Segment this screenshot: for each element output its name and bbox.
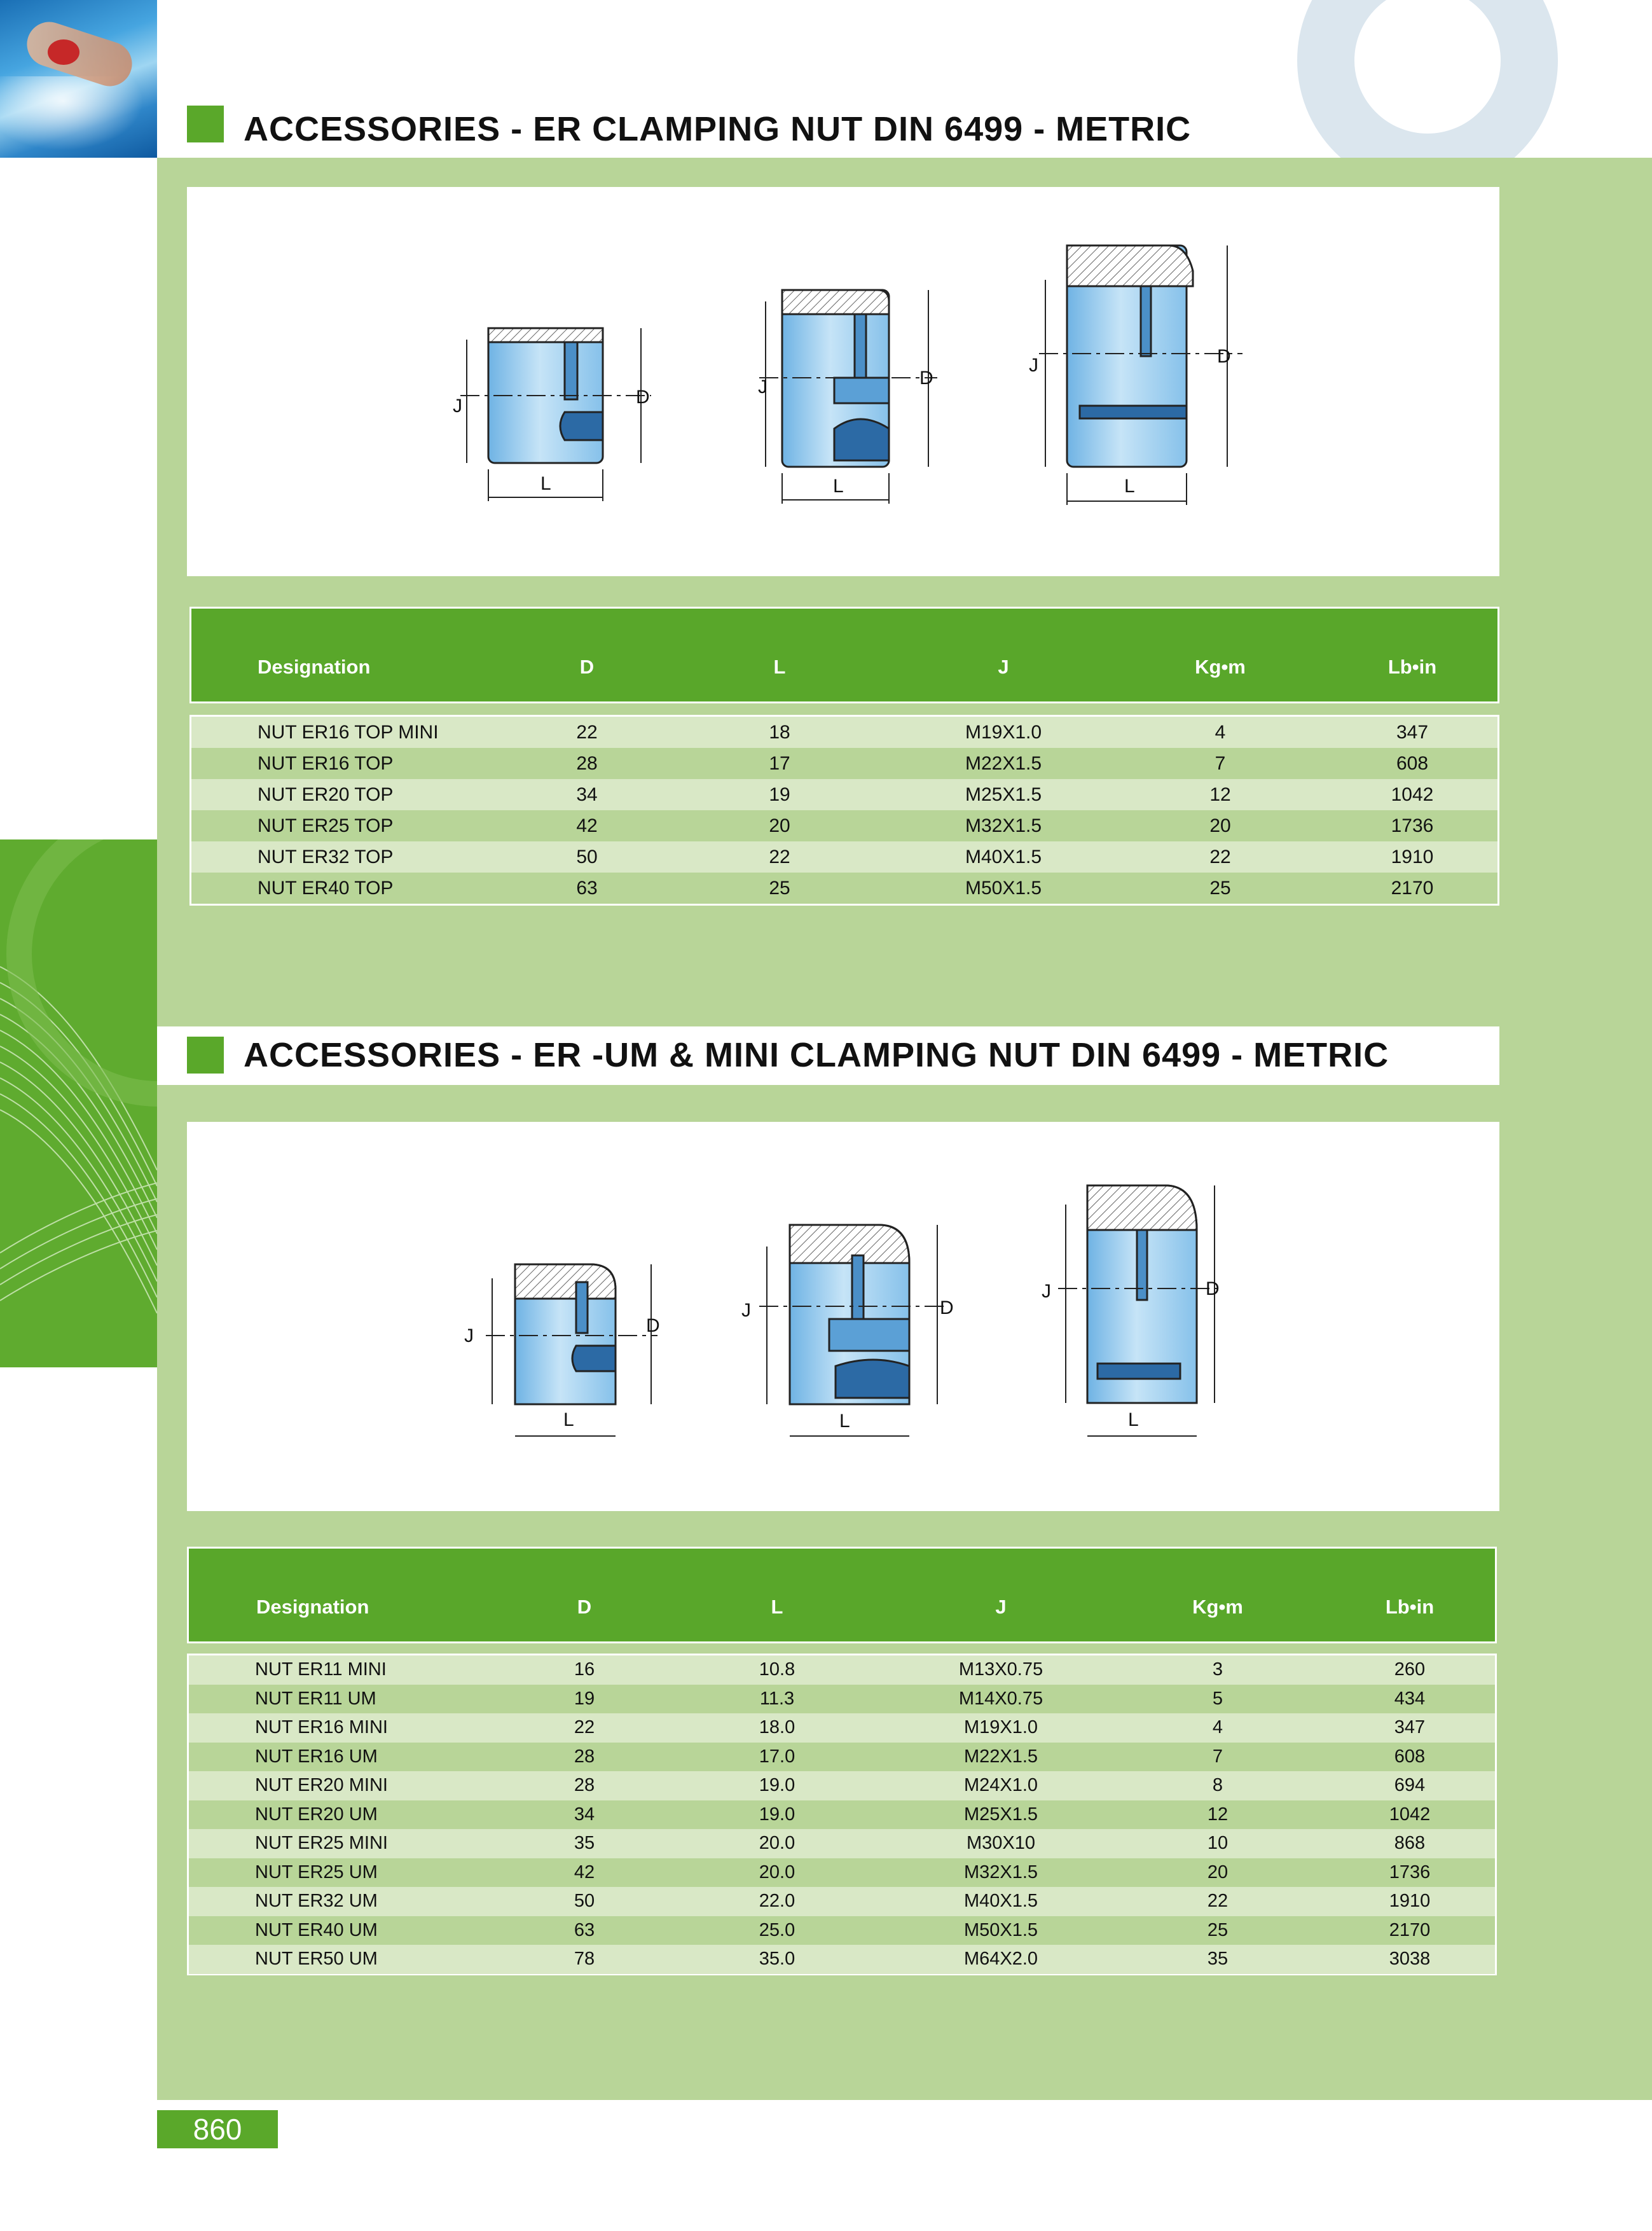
column-header-j: J [998,656,1009,678]
cell-lbin: 1910 [1391,846,1434,867]
cell-j: M14X0.75 [958,1688,1043,1709]
cell-d: 42 [576,815,598,836]
table-row [189,1743,1495,1772]
cell-designation: NUT ER25 TOP [258,815,394,836]
cell-j: M50X1.5 [965,878,1042,899]
section2-nut-drawings [187,1122,1499,1511]
column-header-lbin: Lb•in [1387,656,1437,678]
cell-kgm: 20 [1207,1861,1229,1882]
cell-l: 20 [769,815,790,836]
table-row [189,1685,1495,1714]
cell-designation: NUT ER40 TOP [258,878,394,899]
cell-j: M64X2.0 [963,1949,1038,1969]
cell-d: 22 [574,1717,595,1737]
section2-drawing-panel [187,1122,1499,1511]
cell-l: 10.8 [759,1659,795,1680]
cell-lbin: 347 [1396,722,1429,743]
dim-label-j: J [1042,1281,1051,1302]
dim-label-l: L [833,476,844,497]
section2-table-header [187,1547,1497,1643]
cell-designation: NUT ER20 MINI [255,1775,388,1795]
um-nut-drawing-large [1058,1185,1223,1436]
cell-d: 50 [574,1891,595,1911]
cell-lbin: 347 [1394,1717,1426,1737]
cell-designation: NUT ER11 UM [255,1688,376,1709]
column-header-lbin: Lb•in [1385,1596,1435,1618]
table-row [189,1945,1495,1974]
cell-kgm: 8 [1212,1775,1223,1795]
cell-d: 28 [574,1746,595,1767]
cell-designation: NUT ER40 UM [255,1919,378,1940]
cell-lbin: 434 [1394,1688,1426,1709]
cell-designation: NUT ER11 MINI [255,1659,387,1680]
cell-l: 19.0 [759,1804,795,1825]
cell-lbin: 260 [1394,1659,1426,1680]
cell-l: 18.0 [759,1717,795,1737]
cell-j: M19X1.0 [965,722,1042,743]
cell-j: M22X1.5 [965,753,1042,774]
dim-label-j: J [453,396,462,417]
section1-drawing-panel [187,187,1499,576]
column-header-designation: Designation [258,656,371,678]
column-header-j: J [995,1596,1007,1618]
cell-designation: NUT ER20 TOP [258,784,394,805]
section1-table-body [189,715,1499,906]
dim-label-d: D [636,387,650,408]
cell-j: M19X1.0 [963,1717,1038,1737]
cell-kgm: 7 [1212,1746,1223,1767]
cell-lbin: 1736 [1389,1861,1431,1882]
green-wave-band [0,839,157,1367]
cell-l: 20.0 [759,1861,795,1882]
table-row [191,779,1497,810]
cell-d: 63 [576,878,598,899]
cell-kgm: 4 [1215,722,1226,743]
cell-l: 18 [769,722,790,743]
column-header-kgm: Kg•m [1192,1596,1243,1618]
cell-designation: NUT ER16 TOP MINI [258,722,439,743]
nut-drawing-large [1039,245,1242,505]
cell-d: 16 [574,1659,595,1680]
cell-d: 34 [576,784,598,805]
nut-drawing-small [460,328,651,501]
section1-nut-drawings [187,187,1499,576]
cell-j: M24X1.0 [963,1775,1038,1795]
cell-l: 25.0 [759,1919,795,1940]
table-row [189,1800,1495,1830]
table-row [189,1655,1495,1685]
cell-designation: NUT ER16 UM [255,1746,378,1767]
nut-drawing-medium [759,290,937,504]
dim-label-j: J [758,376,767,397]
cell-d: 28 [576,753,598,774]
dim-label-l: L [563,1409,574,1430]
dim-label-d: D [940,1297,954,1318]
cell-j: M40X1.5 [963,1891,1038,1911]
section1-table-header [189,607,1499,703]
cell-d: 22 [576,722,598,743]
column-header-designation: Designation [256,1596,369,1618]
column-header-d: D [577,1596,592,1618]
table-row [189,1829,1495,1858]
table-row [189,1887,1495,1916]
dim-label-l: L [1128,1409,1139,1430]
cell-l: 17.0 [759,1746,795,1767]
cell-lbin: 608 [1394,1746,1426,1767]
cell-kgm: 25 [1209,878,1231,899]
cell-lbin: 1042 [1389,1804,1431,1825]
cell-lbin: 868 [1394,1833,1426,1853]
cell-d: 19 [574,1688,595,1709]
column-header-l: L [771,1596,783,1618]
cell-l: 11.3 [759,1688,795,1709]
column-header-l: L [773,656,786,678]
cell-lbin: 3038 [1389,1949,1431,1969]
cell-d: 35 [574,1833,595,1853]
dim-label-d: D [1217,346,1231,367]
dim-label-j: J [741,1300,751,1321]
cell-d: 50 [576,846,598,867]
table-row [191,810,1497,841]
dim-label-j: J [464,1325,474,1346]
dim-label-d: D [1206,1278,1220,1299]
cell-l: 19.0 [759,1775,795,1795]
cell-d: 63 [574,1919,595,1940]
section2-title: ACCESSORIES - ER -UM & MINI CLAMPING NUT DIN 6499 - METRIC [244,1036,1389,1074]
column-header-d: D [579,656,595,678]
section2-table-body [187,1654,1497,1975]
cell-kgm: 25 [1207,1919,1229,1940]
cell-kgm: 3 [1212,1659,1223,1680]
cell-lbin: 2170 [1389,1919,1431,1940]
cell-j: M50X1.5 [963,1919,1038,1940]
cell-lbin: 694 [1394,1775,1426,1795]
cell-d: 34 [574,1804,595,1825]
cell-designation: NUT ER16 MINI [255,1717,388,1737]
cell-designation: NUT ER32 TOP [258,846,394,867]
cell-kgm: 20 [1209,815,1231,836]
cell-designation: NUT ER50 UM [255,1949,378,1969]
cell-lbin: 2170 [1391,878,1434,899]
cell-designation: NUT ER16 TOP [258,753,394,774]
dim-label-d: D [919,368,933,389]
dim-label-j: J [1029,355,1038,376]
dim-label-d: D [646,1315,660,1336]
cell-l: 17 [769,753,790,774]
dim-label-l: L [540,473,551,494]
cell-designation: NUT ER20 UM [255,1804,378,1825]
cell-kgm: 22 [1207,1891,1229,1911]
table-row [191,841,1497,873]
cell-d: 42 [574,1861,595,1882]
cell-kgm: 22 [1209,846,1231,867]
dim-label-l: L [1124,476,1135,497]
cell-d: 78 [574,1949,595,1969]
cell-j: M32X1.5 [963,1861,1038,1882]
cell-kgm: 7 [1215,753,1226,774]
cell-j: M25X1.5 [965,784,1042,805]
column-header-kgm: Kg•m [1195,656,1246,678]
section2-title-marker [187,1037,224,1074]
cell-l: 22.0 [759,1891,795,1911]
cell-lbin: 1736 [1391,815,1434,836]
cell-lbin: 1910 [1389,1891,1431,1911]
cell-kgm: 35 [1207,1949,1229,1969]
page-number: 860 [193,2113,242,2146]
table-row [189,1916,1495,1945]
table-row [189,1858,1495,1888]
cell-l: 25 [769,878,790,899]
table-row [189,1713,1495,1743]
cell-j: M32X1.5 [965,815,1042,836]
swimmer-photo [0,0,157,158]
cell-designation: NUT ER25 UM [255,1861,378,1882]
cell-l: 19 [769,784,790,805]
um-nut-drawing-medium [759,1225,944,1436]
cell-designation: NUT ER32 UM [255,1891,378,1911]
cell-kgm: 10 [1207,1833,1229,1853]
cell-d: 28 [574,1775,595,1795]
cell-j: M30X10 [966,1833,1036,1853]
cell-kgm: 12 [1207,1804,1229,1825]
cell-l: 35.0 [759,1949,795,1969]
table-row [191,717,1497,748]
dim-label-l: L [839,1411,850,1432]
cell-j: M25X1.5 [963,1804,1038,1825]
table-row [189,1771,1495,1800]
cell-j: M40X1.5 [965,846,1042,867]
section1-title-marker [187,106,224,142]
cell-lbin: 1042 [1391,784,1434,805]
table-row [191,873,1497,904]
cell-kgm: 12 [1209,784,1231,805]
section1-title: ACCESSORIES - ER CLAMPING NUT DIN 6499 - METRIC [244,110,1192,148]
cell-j: M13X0.75 [958,1659,1043,1680]
cell-kgm: 4 [1212,1717,1223,1737]
table-row [191,748,1497,779]
cell-l: 20.0 [759,1833,795,1853]
cell-lbin: 608 [1396,753,1429,774]
cell-designation: NUT ER25 MINI [255,1833,388,1853]
cell-kgm: 5 [1212,1688,1223,1709]
cell-j: M22X1.5 [963,1746,1038,1767]
cell-l: 22 [769,846,790,867]
